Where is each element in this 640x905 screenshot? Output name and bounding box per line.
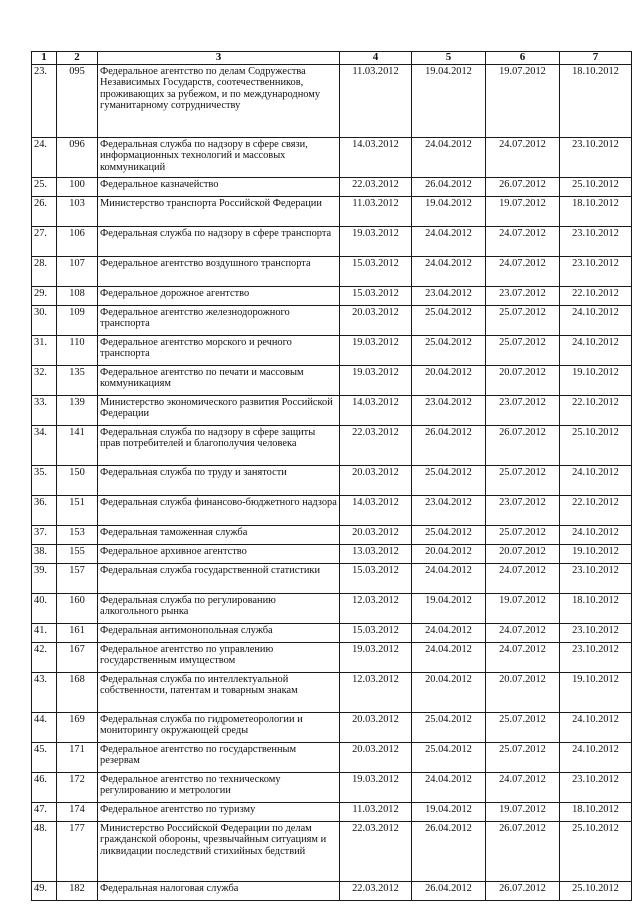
agency-name: Федеральная служба по регулированию алкогольного рынка — [98, 594, 340, 624]
agency-name: Федеральная налоговая служба — [98, 882, 340, 901]
date-col-7: 25.10.2012 — [560, 426, 632, 466]
row-number: 36. — [32, 496, 57, 526]
date-col-6: 20.07.2012 — [486, 673, 560, 713]
date-col-4: 19.03.2012 — [340, 643, 412, 673]
date-col-7: 18.10.2012 — [560, 65, 632, 138]
date-col-7: 25.10.2012 — [560, 882, 632, 901]
date-col-5: 19.04.2012 — [412, 803, 486, 822]
date-col-5: 26.04.2012 — [412, 426, 486, 466]
table-row — [32, 545, 632, 564]
date-col-4: 19.03.2012 — [340, 773, 412, 803]
date-col-7: 24.10.2012 — [560, 336, 632, 366]
date-col-7: 23.10.2012 — [560, 138, 632, 178]
agency-code: 171 — [57, 743, 98, 773]
date-col-5: 25.04.2012 — [412, 466, 486, 496]
row-number: 25. — [32, 178, 57, 197]
date-col-7: 24.10.2012 — [560, 526, 632, 545]
agency-name: Федеральная служба по надзору в сфере защиты прав потребителей и благополучия человека — [98, 426, 340, 466]
column-header-6: 6 — [486, 52, 560, 65]
date-col-6: 24.07.2012 — [486, 138, 560, 178]
date-col-5: 23.04.2012 — [412, 396, 486, 426]
date-col-5: 25.04.2012 — [412, 713, 486, 743]
table-row — [32, 643, 632, 673]
date-col-6: 23.07.2012 — [486, 396, 560, 426]
agency-name: Федеральное агентство железнодорожного транспорта — [98, 306, 340, 336]
date-col-5: 24.04.2012 — [412, 257, 486, 287]
table-row — [32, 227, 632, 257]
table-row — [32, 65, 632, 138]
agency-name: Федеральное агентство по туризму — [98, 803, 340, 822]
date-col-4: 19.03.2012 — [340, 336, 412, 366]
date-col-4: 22.03.2012 — [340, 882, 412, 901]
table-row — [32, 773, 632, 803]
date-col-5: 23.04.2012 — [412, 496, 486, 526]
table-row — [32, 496, 632, 526]
table-row — [32, 564, 632, 594]
date-col-7: 22.10.2012 — [560, 287, 632, 306]
agency-name: Министерство транспорта Российской Федерации — [98, 197, 340, 227]
agency-code: 139 — [57, 396, 98, 426]
date-col-6: 26.07.2012 — [486, 426, 560, 466]
row-number: 35. — [32, 466, 57, 496]
date-col-7: 24.10.2012 — [560, 306, 632, 336]
date-col-4: 15.03.2012 — [340, 564, 412, 594]
date-col-4: 15.03.2012 — [340, 624, 412, 643]
deadlines-table — [31, 51, 632, 901]
table-row — [32, 594, 632, 624]
agency-code: 151 — [57, 496, 98, 526]
column-header-1: 1 — [32, 52, 57, 65]
row-number: 48. — [32, 822, 57, 882]
date-col-4: 12.03.2012 — [340, 594, 412, 624]
date-col-4: 11.03.2012 — [340, 803, 412, 822]
agency-code: 177 — [57, 822, 98, 882]
agency-name: Федеральное агентство воздушного транспорта — [98, 257, 340, 287]
row-number: 37. — [32, 526, 57, 545]
table-row — [32, 743, 632, 773]
date-col-6: 24.07.2012 — [486, 773, 560, 803]
date-col-5: 24.04.2012 — [412, 138, 486, 178]
table-row — [32, 673, 632, 713]
date-col-4: 11.03.2012 — [340, 197, 412, 227]
date-col-6: 19.07.2012 — [486, 594, 560, 624]
row-number: 33. — [32, 396, 57, 426]
date-col-7: 18.10.2012 — [560, 197, 632, 227]
agency-name: Федеральное агентство морского и речного транспорта — [98, 336, 340, 366]
date-col-4: 20.03.2012 — [340, 743, 412, 773]
date-col-5: 24.04.2012 — [412, 624, 486, 643]
date-col-7: 23.10.2012 — [560, 257, 632, 287]
date-col-5: 19.04.2012 — [412, 594, 486, 624]
agency-code: 155 — [57, 545, 98, 564]
date-col-5: 26.04.2012 — [412, 178, 486, 197]
date-col-4: 14.03.2012 — [340, 496, 412, 526]
table-row — [32, 466, 632, 496]
date-col-6: 25.07.2012 — [486, 336, 560, 366]
row-number: 32. — [32, 366, 57, 396]
row-number: 39. — [32, 564, 57, 594]
table-row — [32, 426, 632, 466]
row-number: 46. — [32, 773, 57, 803]
date-col-6: 20.07.2012 — [486, 366, 560, 396]
date-col-6: 19.07.2012 — [486, 803, 560, 822]
agency-name: Федеральная таможенная служба — [98, 526, 340, 545]
row-number: 28. — [32, 257, 57, 287]
agency-code: 109 — [57, 306, 98, 336]
table-row — [32, 197, 632, 227]
date-col-6: 23.07.2012 — [486, 287, 560, 306]
date-col-5: 20.04.2012 — [412, 366, 486, 396]
table-row — [32, 257, 632, 287]
date-col-7: 23.10.2012 — [560, 643, 632, 673]
table-row — [32, 366, 632, 396]
agency-code: 135 — [57, 366, 98, 396]
date-col-4: 15.03.2012 — [340, 287, 412, 306]
date-col-4: 14.03.2012 — [340, 396, 412, 426]
date-col-6: 24.07.2012 — [486, 643, 560, 673]
date-col-5: 24.04.2012 — [412, 773, 486, 803]
date-col-4: 20.03.2012 — [340, 526, 412, 545]
table-row — [32, 822, 632, 882]
row-number: 43. — [32, 673, 57, 713]
table-row — [32, 336, 632, 366]
date-col-7: 25.10.2012 — [560, 178, 632, 197]
agency-code: 103 — [57, 197, 98, 227]
agency-name: Федеральное агентство по государственным резервам — [98, 743, 340, 773]
agency-name: Федеральное агентство по делам Содружества Независимых Государств, соотечественников, проживающих за рубежом, и по международному гуманитарному сотрудничеству — [98, 65, 340, 138]
date-col-7: 24.10.2012 — [560, 466, 632, 496]
date-col-7: 23.10.2012 — [560, 227, 632, 257]
agency-name: Федеральная служба финансово-бюджетного надзора — [98, 496, 340, 526]
table-row — [32, 287, 632, 306]
date-col-4: 15.03.2012 — [340, 257, 412, 287]
agency-code: 100 — [57, 178, 98, 197]
date-col-7: 23.10.2012 — [560, 624, 632, 643]
agency-code: 172 — [57, 773, 98, 803]
date-col-5: 23.04.2012 — [412, 287, 486, 306]
agency-code: 169 — [57, 713, 98, 743]
column-header-7: 7 — [560, 52, 632, 65]
table-row — [32, 803, 632, 822]
agency-name: Министерство экономического развития Российской Федерации — [98, 396, 340, 426]
agency-code: 108 — [57, 287, 98, 306]
date-col-7: 19.10.2012 — [560, 366, 632, 396]
agency-name: Министерство Российской Федерации по делам гражданской обороны, чрезвычайным ситуациям и ликвидации последствий стихийных бедствий — [98, 822, 340, 882]
date-col-6: 23.07.2012 — [486, 496, 560, 526]
date-col-5: 26.04.2012 — [412, 822, 486, 882]
agency-code: 107 — [57, 257, 98, 287]
date-col-5: 19.04.2012 — [412, 197, 486, 227]
agency-name: Федеральная служба государственной статистики — [98, 564, 340, 594]
date-col-7: 19.10.2012 — [560, 673, 632, 713]
row-number: 26. — [32, 197, 57, 227]
date-col-4: 11.03.2012 — [340, 65, 412, 138]
date-col-4: 20.03.2012 — [340, 306, 412, 336]
date-col-6: 26.07.2012 — [486, 178, 560, 197]
agency-name: Федеральное агентство по управлению государственным имуществом — [98, 643, 340, 673]
table-row — [32, 624, 632, 643]
date-col-4: 19.03.2012 — [340, 366, 412, 396]
date-col-4: 22.03.2012 — [340, 178, 412, 197]
date-col-6: 20.07.2012 — [486, 545, 560, 564]
row-number: 44. — [32, 713, 57, 743]
agency-code: 110 — [57, 336, 98, 366]
date-col-6: 25.07.2012 — [486, 743, 560, 773]
date-col-4: 20.03.2012 — [340, 466, 412, 496]
date-col-4: 20.03.2012 — [340, 713, 412, 743]
table-row — [32, 396, 632, 426]
row-number: 24. — [32, 138, 57, 178]
date-col-7: 19.10.2012 — [560, 545, 632, 564]
agency-code: 141 — [57, 426, 98, 466]
agency-name: Федеральная служба по гидрометеорологии и мониторингу окружающей среды — [98, 713, 340, 743]
table-row — [32, 178, 632, 197]
agency-code: 096 — [57, 138, 98, 178]
agency-code: 160 — [57, 594, 98, 624]
date-col-5: 25.04.2012 — [412, 306, 486, 336]
date-col-6: 25.07.2012 — [486, 306, 560, 336]
column-header-3: 3 — [98, 52, 340, 65]
row-number: 45. — [32, 743, 57, 773]
agency-code: 168 — [57, 673, 98, 713]
row-number: 40. — [32, 594, 57, 624]
column-header-2: 2 — [57, 52, 98, 65]
header-row — [32, 52, 632, 65]
date-col-6: 25.07.2012 — [486, 466, 560, 496]
date-col-4: 12.03.2012 — [340, 673, 412, 713]
table-row — [32, 526, 632, 545]
agency-code: 167 — [57, 643, 98, 673]
agency-name: Федеральная служба по надзору в сфере связи, информационных технологий и массовых коммуникаций — [98, 138, 340, 178]
date-col-6: 19.07.2012 — [486, 197, 560, 227]
agency-code: 150 — [57, 466, 98, 496]
agency-code: 182 — [57, 882, 98, 901]
date-col-7: 22.10.2012 — [560, 396, 632, 426]
agency-code: 095 — [57, 65, 98, 138]
date-col-5: 20.04.2012 — [412, 545, 486, 564]
date-col-7: 25.10.2012 — [560, 822, 632, 882]
agency-name: Федеральное агентство по печати и массовым коммуникациям — [98, 366, 340, 396]
table-row — [32, 882, 632, 901]
agency-code: 157 — [57, 564, 98, 594]
date-col-6: 26.07.2012 — [486, 822, 560, 882]
row-number: 30. — [32, 306, 57, 336]
date-col-7: 23.10.2012 — [560, 773, 632, 803]
date-col-4: 13.03.2012 — [340, 545, 412, 564]
date-col-4: 19.03.2012 — [340, 227, 412, 257]
agency-code: 153 — [57, 526, 98, 545]
date-col-4: 22.03.2012 — [340, 426, 412, 466]
date-col-7: 22.10.2012 — [560, 496, 632, 526]
date-col-5: 26.04.2012 — [412, 882, 486, 901]
row-number: 42. — [32, 643, 57, 673]
date-col-7: 24.10.2012 — [560, 713, 632, 743]
table-row — [32, 713, 632, 743]
row-number: 49. — [32, 882, 57, 901]
agency-code: 174 — [57, 803, 98, 822]
agency-name: Федеральное архивное агентство — [98, 545, 340, 564]
column-header-4: 4 — [340, 52, 412, 65]
agency-name: Федеральная служба по интеллектуальной собственности, патентам и товарным знакам — [98, 673, 340, 713]
date-col-5: 25.04.2012 — [412, 336, 486, 366]
agency-name: Федеральное казначейство — [98, 178, 340, 197]
date-col-5: 19.04.2012 — [412, 65, 486, 138]
column-header-5: 5 — [412, 52, 486, 65]
date-col-7: 24.10.2012 — [560, 743, 632, 773]
date-col-5: 25.04.2012 — [412, 526, 486, 545]
date-col-5: 24.04.2012 — [412, 564, 486, 594]
date-col-6: 25.07.2012 — [486, 526, 560, 545]
date-col-6: 26.07.2012 — [486, 882, 560, 901]
row-number: 23. — [32, 65, 57, 138]
agency-code: 161 — [57, 624, 98, 643]
agency-code: 106 — [57, 227, 98, 257]
date-col-4: 14.03.2012 — [340, 138, 412, 178]
date-col-5: 20.04.2012 — [412, 673, 486, 713]
row-number: 47. — [32, 803, 57, 822]
row-number: 34. — [32, 426, 57, 466]
date-col-4: 22.03.2012 — [340, 822, 412, 882]
row-number: 27. — [32, 227, 57, 257]
row-number: 38. — [32, 545, 57, 564]
agency-name: Федеральное дорожное агентство — [98, 287, 340, 306]
table-row — [32, 306, 632, 336]
date-col-5: 24.04.2012 — [412, 227, 486, 257]
date-col-6: 24.07.2012 — [486, 257, 560, 287]
date-col-6: 24.07.2012 — [486, 564, 560, 594]
row-number: 31. — [32, 336, 57, 366]
agency-name: Федеральная служба по труду и занятости — [98, 466, 340, 496]
agency-name: Федеральное агентство по техническому регулированию и метрологии — [98, 773, 340, 803]
agency-name: Федеральная антимонопольная служба — [98, 624, 340, 643]
date-col-7: 18.10.2012 — [560, 594, 632, 624]
row-number: 41. — [32, 624, 57, 643]
agency-name: Федеральная служба по надзору в сфере транспорта — [98, 227, 340, 257]
row-number: 29. — [32, 287, 57, 306]
date-col-7: 23.10.2012 — [560, 564, 632, 594]
date-col-5: 24.04.2012 — [412, 643, 486, 673]
table-row — [32, 138, 632, 178]
date-col-6: 19.07.2012 — [486, 65, 560, 138]
date-col-6: 24.07.2012 — [486, 624, 560, 643]
date-col-6: 25.07.2012 — [486, 713, 560, 743]
date-col-6: 24.07.2012 — [486, 227, 560, 257]
date-col-7: 18.10.2012 — [560, 803, 632, 822]
date-col-5: 25.04.2012 — [412, 743, 486, 773]
